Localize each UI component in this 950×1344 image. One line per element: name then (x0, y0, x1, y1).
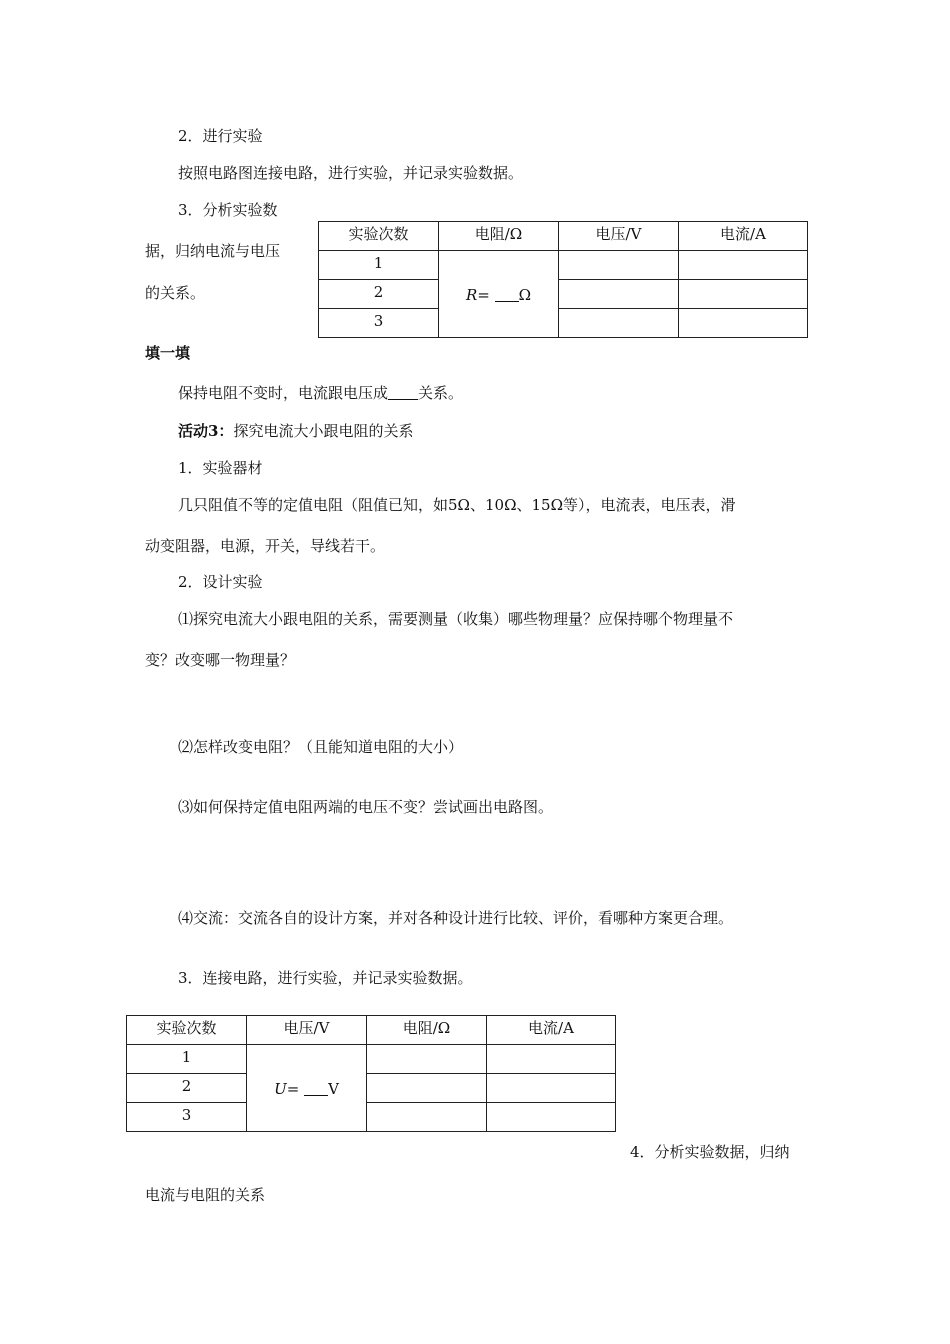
table-cell[interactable] (559, 309, 679, 338)
data-table-voltage (318, 221, 808, 338)
relation-blank[interactable] (388, 385, 418, 400)
s1-line1: 几只阻值不等的定值电阻（阻值已知，如5Ω、10Ω、15Ω等），电流表，电压表，滑 (178, 496, 736, 514)
table-cell[interactable] (679, 251, 808, 280)
s1-heading: 1．实验器材 (178, 459, 263, 477)
activity3-heading: 活动3：探究电流大小跟电阻的关系 (178, 422, 414, 440)
table-cell[interactable] (367, 1045, 487, 1074)
table-cell[interactable] (367, 1074, 487, 1103)
section3-line3: 的关系。 (145, 284, 206, 302)
table-header: 电压/V (559, 222, 679, 251)
table-cell[interactable] (559, 280, 679, 309)
table-row-label: 1 (319, 251, 439, 280)
resistance-blank[interactable] (495, 287, 519, 302)
s2-heading: 2．设计实验 (178, 573, 263, 591)
table-cell[interactable] (679, 309, 808, 338)
q1-line2: 变？改变哪一物理量？ (145, 651, 296, 669)
fixed-resistance-cell: R= Ω (439, 251, 559, 338)
q2: ⑵怎样改变电阻？（且能知道电阻的大小） (178, 738, 464, 756)
q3: ⑶如何保持定值电阻两端的电压不变？尝试画出电路图。 (178, 798, 554, 816)
table-cell[interactable] (487, 1074, 616, 1103)
voltage-symbol: U (274, 1080, 287, 1098)
table-header: 实验次数 (127, 1016, 247, 1045)
data-table-resistance (126, 1015, 616, 1132)
table-header: 实验次数 (319, 222, 439, 251)
table-row-label: 2 (127, 1074, 247, 1103)
table-cell[interactable] (367, 1103, 487, 1132)
table-row-label: 3 (319, 309, 439, 338)
section3-line2: 据，归纳电流与电压 (145, 242, 281, 260)
table-header: 电阻/Ω (367, 1016, 487, 1045)
q1-line1: ⑴探究电流大小跟电阻的关系，需要测量（收集）哪些物理量？应保持哪个物理量不 (178, 610, 734, 628)
section2-text: 按照电路图连接电路，进行实验，并记录实验数据。 (178, 164, 524, 182)
s4-line2: 电流与电阻的关系 (145, 1186, 266, 1204)
table-row-label: 3 (127, 1103, 247, 1132)
fill-title: 填一填 (145, 344, 191, 362)
table-row-label: 1 (127, 1045, 247, 1074)
voltage-blank[interactable] (304, 1081, 328, 1096)
q4: ⑷交流：交流各自的设计方案，并对各种设计进行比较、评价，看哪种方案更合理。 (178, 909, 734, 927)
s4-line1: 4．分析实验数据，归纳 (630, 1143, 790, 1161)
table-cell[interactable] (487, 1045, 616, 1074)
table-header: 电压/V (247, 1016, 367, 1045)
table-header: 电流/A (487, 1016, 616, 1045)
table-cell[interactable] (487, 1103, 616, 1132)
table-header: 电流/A (679, 222, 808, 251)
fill-sentence: 保持电阻不变时，电流跟电压成 关系。 (178, 384, 464, 402)
section3-line1: 3．分析实验数 (178, 201, 278, 219)
table-row-label: 2 (319, 280, 439, 309)
table-cell[interactable] (679, 280, 808, 309)
s1-line2: 动变阻器，电源，开关，导线若干。 (145, 537, 386, 555)
table-cell[interactable] (559, 251, 679, 280)
table-header: 电阻/Ω (439, 222, 559, 251)
fixed-voltage-cell: U= V (247, 1045, 367, 1132)
s3-text: 3．连接电路，进行实验，并记录实验数据。 (178, 969, 473, 987)
section2-heading: 2．进行实验 (178, 127, 263, 145)
resistance-symbol: R (465, 286, 478, 304)
